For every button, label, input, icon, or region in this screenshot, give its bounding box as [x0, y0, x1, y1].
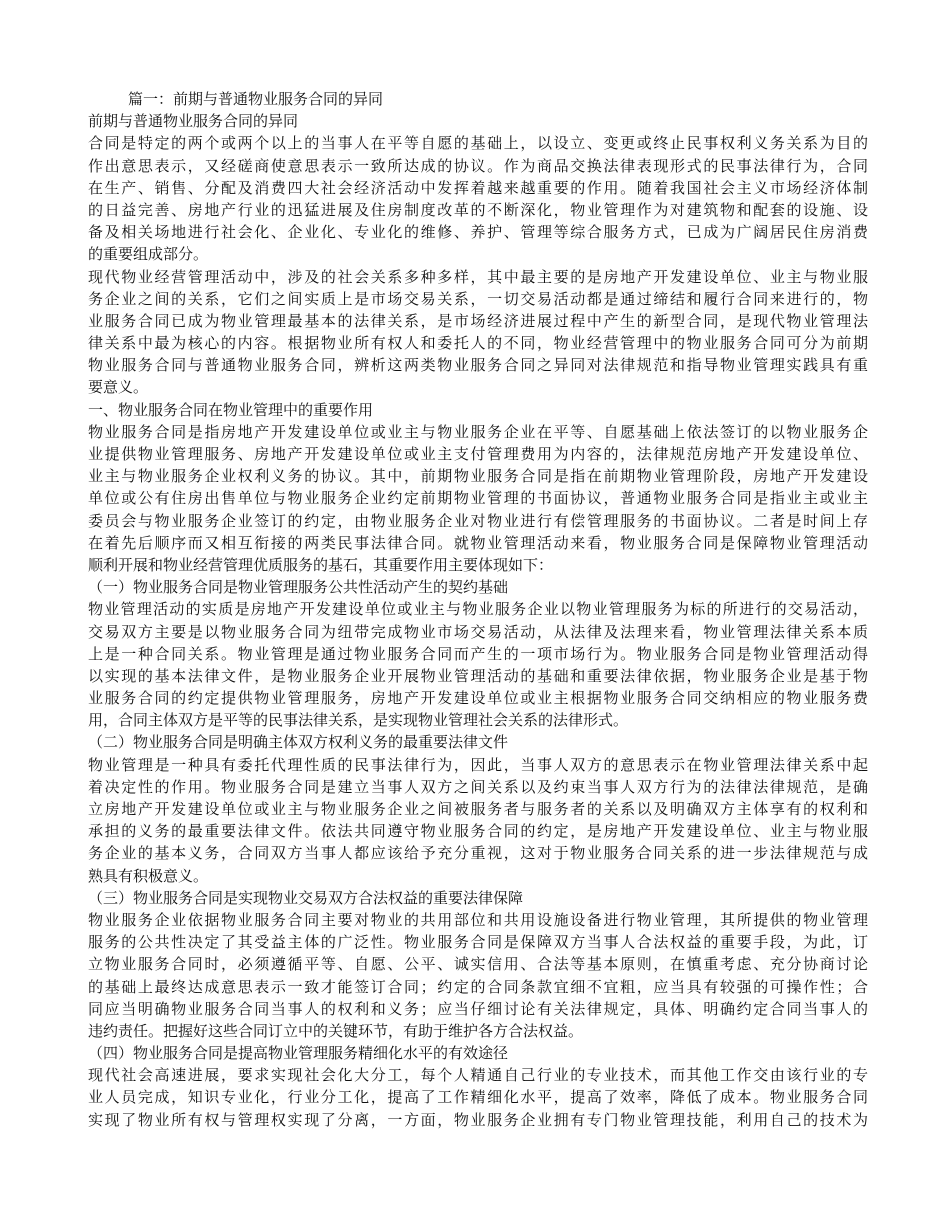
text-line: 现代社会高速进展，要求实现社会化大分工，每个人精通自己行业的专业技术，而其他工作交由该行业的专 — [88, 1066, 868, 1085]
text-line: 顺利开展和物业经营管理优质服务的基石，其重要作用主要体现如下： — [88, 555, 554, 574]
text-line: 现代物业经营管理活动中，涉及的社会关系多种多样，其中最主要的是房地产开发建设单位、业主与物业服 — [88, 267, 868, 286]
document-top-heading: 篇一：前期与普通物业服务合同的异同 — [128, 90, 384, 108]
text-line: 实现了物业所有权与管理权实现了分离，一方面，物业服务企业拥有专门物业管理技能，利用自己的技术为 — [88, 1110, 868, 1129]
text-line: 立物业服务合同时，必须遵循平等、自愿、公平、诚实信用、合法等基本原则，在慎重考虑、充分协商讨论 — [88, 955, 868, 974]
text-line: （三）物业服务合同是实现物业交易双方合法权益的重要法律保障 — [88, 888, 524, 907]
text-line: （四）物业服务合同是提高物业管理服务精细化水平的有效途径 — [88, 1044, 509, 1063]
text-line: 熟具有积极意义。 — [88, 866, 209, 885]
text-line: 单位或公有住房出售单位与物业服务企业约定前期物业管理的书面协议，普通物业服务合同是指业主或业主 — [88, 489, 868, 508]
text-line: 同应当明确物业服务合同当事人的权利和义务；应当仔细讨论有关法律规定，具体、明确约定合同当事人的 — [88, 999, 868, 1018]
text-line: 用，合同主体双方是平等的民事法律关系，是实现物业管理社会关系的法律形式。 — [88, 711, 629, 730]
text-line: 物业服务企业依据物业服务合同主要对物业的共用部位和共用设施设备进行物业管理，其所提供的物业管理 — [88, 910, 868, 929]
text-line: 业服务合同已成为物业管理最基本的法律关系，是市场经济进展过程中产生的新型合同，是现代物业管理法 — [88, 311, 868, 330]
text-line: 以实现的基本法律文件，是物业服务企业开展物业管理活动的基础和重要法律依据，物业服务企业是基于物 — [88, 666, 868, 685]
text-line: 的基础上最终达成意思表示一致才能签订合同；约定的合同条款宜细不宜粗，应当具有较强的可操作性；合 — [88, 977, 868, 996]
document-title: 前期与普通物业服务合同的异同 — [88, 112, 299, 131]
text-line: 业服务合同的约定提供物业管理服务，房地产开发建设单位或业主根据物业服务合同交纳相应的物业服务费 — [88, 689, 868, 708]
text-line: 务企业之间的关系，它们之间实质上是市场交易关系，一切交易活动都是通过缔结和履行合同来进行的，物 — [88, 289, 868, 308]
document-page — [88, 88, 868, 1131]
text-line: 上是一种合同关系。物业管理是通过物业服务合同而产生的一项市场行为。物业服务合同是物业管理活动得 — [88, 644, 868, 663]
text-line: 合同是特定的两个或两个以上的当事人在平等自愿的基础上，以设立、变更或终止民事权利义务关系为目的 — [88, 134, 868, 153]
text-line: 作出意思表示，又经磋商使意思表示一致所达成的协议。作为商品交换法律表现形式的民事法律行为，合同 — [88, 156, 868, 175]
document-body — [88, 132, 868, 1130]
text-line: 物业服务合同与普通物业服务合同，辨析这两类物业服务合同之异同对法律规范和指导物业管理实践具有重 — [88, 356, 868, 375]
text-line: 交易双方主要是以物业服务合同为纽带完成物业市场交易活动，从法律及法理来看，物业管理法律关系本质 — [88, 622, 868, 641]
text-line: 的重要组成部分。 — [88, 245, 209, 264]
text-line: 在着先后顺序而又相互衔接的两类民事法律合同。就物业管理活动来看，物业服务合同是保障物业管理活动 — [88, 533, 868, 552]
text-line: 业主与物业服务企业权利义务的协议。其中，前期物业服务合同是指在前期物业管理阶段，房地产开发建设 — [88, 467, 868, 486]
text-line: 在生产、销售、分配及消费四大社会经济活动中发挥着越来越重要的作用。随着我国社会主义市场经济体制 — [88, 178, 868, 197]
text-line: 务企业的基本义务，合同双方当事人都应该给予充分重视，这对于物业服务合同关系的进一步法律规范与成 — [88, 844, 868, 863]
text-line: 违约责任。把握好这些合同订立中的关键环节，有助于维护各方合法权益。 — [88, 1021, 584, 1040]
text-line: 物业服务合同是指房地产开发建设单位或业主与物业服务企业在平等、自愿基础上依法签订的以物业服务企 — [88, 422, 868, 441]
text-line: 备及相关场地进行社会化、企业化、专业化的维修、养护、管理等综合服务方式，已成为广阔居民住房消费 — [88, 223, 868, 242]
text-line: 立房地产开发建设单位或业主与物业服务企业之间被服务者与服务者的关系以及明确双方主体享有的权利和 — [88, 800, 868, 818]
text-line: 委员会与物业服务企业签订的约定，由物业服务企业对物业进行有偿管理服务的书面协议。二者是时间上存 — [88, 511, 868, 530]
text-line: （一）物业服务合同是物业管理服务公共性活动产生的契约基础 — [88, 578, 509, 597]
text-line: （二）物业服务合同是明确主体双方权利义务的最重要法律文件 — [88, 733, 509, 752]
text-line: 业提供物业管理服务、房地产开发建设单位或业主支付管理费用为内容的，法律规范房地产开发建设单位、 — [88, 445, 868, 463]
text-line: 承担的义务的最重要法律文件。依法共同遵守物业服务合同的约定，是房地产开发建设单位、业主与物业服 — [88, 822, 868, 841]
text-line: 业人员完成，知识专业化，行业分工化，提高了工作精细化水平，提高了效率，降低了成本。物业服务合同 — [88, 1088, 868, 1107]
text-line: 物业管理是一种具有委托代理性质的民事法律行为，因此，当事人双方的意思表示在物业管理法律关系中起 — [88, 755, 868, 774]
text-line: 一、物业服务合同在物业管理中的重要作用 — [88, 400, 374, 419]
text-line: 的日益完善、房地产行业的迅猛进展及住房制度改革的不断深化，物业管理作为对建筑物和配套的设施、设 — [88, 200, 868, 219]
text-line: 服务的公共性决定了其受益主体的广泛性。物业服务合同是保障双方当事人合法权益的重要手段，为此，订 — [88, 933, 868, 952]
text-line: 着决定性的作用。物业服务合同是建立当事人双方之间关系以及约束当事人双方行为的法律法律规范，是确 — [88, 777, 868, 796]
text-line: 律关系中最为核心的内容。根据物业所有权人和委托人的不同，物业经营管理中的物业服务合同可分为前期 — [88, 334, 868, 353]
text-line: 物业管理活动的实质是房地产开发建设单位或业主与物业服务企业以物业管理服务为标的所进行的交易活动， — [88, 600, 868, 619]
text-line: 要意义。 — [88, 378, 149, 397]
